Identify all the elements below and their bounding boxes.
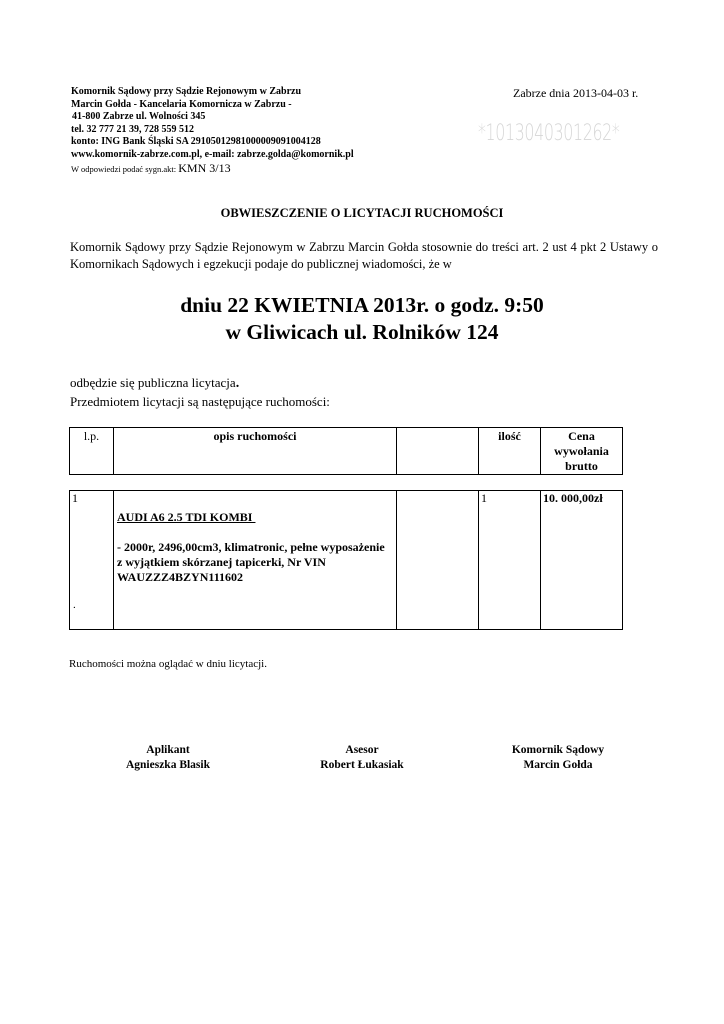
signature-name: Agnieszka Blasik bbox=[125, 759, 211, 771]
row-blank bbox=[397, 491, 479, 630]
row-lp-cell bbox=[70, 491, 114, 630]
intro-paragraph: Komornik Sądowy przy Sądzie Rejonowym w Zabrzu Marcin Gołda stosownie do treści art. 2 ust 4 pkt 2 Ustawy o Komornikach Sądowych i egzekucji podaje do publicznej wiadomości, że w bbox=[70, 240, 658, 271]
header-price bbox=[541, 428, 623, 475]
office-line: Marcin Gołda - Kancelaria Komornicza w Zabrzu - bbox=[71, 98, 292, 110]
auction-statement bbox=[70, 375, 239, 392]
office-phone: tel. 32 777 21 39, 728 559 512 bbox=[71, 123, 195, 135]
item-details: - 2000r, 2496,00cm3, klimatronic, pełne wyposażenie z wyjątkiem skórzanej tapicerki, Nr VIN WAUZZZ4BZYN111602 bbox=[117, 540, 385, 584]
row-lp: 1 bbox=[72, 491, 78, 505]
header-price-line: Cena bbox=[568, 429, 595, 443]
row-quantity: 1 bbox=[479, 491, 541, 630]
viewing-note: Ruchomości można oglądać w dniu licytacji. bbox=[69, 658, 267, 670]
header-quantity: ilość bbox=[479, 428, 541, 475]
auction-location: w Gliwicach ul. Rolników 124 bbox=[225, 320, 499, 344]
office-web-email: www.komornik-zabrze.com.pl, e-mail: zabrze.golda@komornik.pl bbox=[71, 148, 354, 160]
signature-name: Marcin Gołda bbox=[523, 759, 593, 771]
signature-name: Robert Łukasiak bbox=[320, 759, 404, 771]
auction-date: dniu 22 KWIETNIA 2013r. o godz. 9:50 bbox=[180, 293, 544, 317]
row-price: 10. 000,00zł bbox=[541, 491, 623, 630]
office-header bbox=[71, 86, 401, 175]
signature-asesor bbox=[262, 743, 462, 773]
table-row bbox=[70, 491, 623, 630]
header-price-line: wywołania bbox=[554, 444, 609, 458]
auction-statement-period: . bbox=[235, 376, 240, 391]
signature-role: Aplikant bbox=[146, 744, 190, 756]
office-line: Komornik Sądowy przy Sądzie Rejonowym w Zabrzu bbox=[71, 86, 302, 97]
header-blank bbox=[397, 428, 479, 475]
header-lp: l.p. bbox=[70, 428, 114, 475]
items-table bbox=[69, 490, 623, 630]
signature-aplikant bbox=[68, 743, 268, 773]
header-description: opis ruchomości bbox=[114, 428, 397, 475]
reference-number: KMN 3/13 bbox=[178, 160, 231, 175]
barcode-text: *1013040301262* bbox=[478, 121, 620, 146]
row-description bbox=[114, 491, 397, 630]
auction-statement-text: odbędzie się publiczna licytacja bbox=[70, 375, 236, 390]
office-bank-account: konto: ING Bank Śląski SA 29105012981000009091004128 bbox=[71, 136, 321, 148]
reference-prefix: W odpowiedzi podać sygn.akt: bbox=[71, 163, 177, 174]
signature-role: Komornik Sądowy bbox=[511, 744, 605, 756]
document-title: OBWIESZCZENIE O LICYTACJI RUCHOMOŚCI bbox=[220, 206, 504, 220]
office-address: 41-800 Zabrze ul. Wolności 345 bbox=[72, 111, 206, 123]
signature-komornik bbox=[458, 743, 658, 773]
reference-line bbox=[71, 162, 401, 176]
header-price-line: brutto bbox=[565, 459, 598, 473]
document-date: Zabrze dnia 2013-04-03 r. bbox=[513, 86, 639, 100]
row-trailing-mark: . bbox=[73, 599, 76, 611]
items-table-header bbox=[69, 427, 623, 475]
signature-role: Asesor bbox=[345, 744, 379, 756]
item-title: AUDI A6 2.5 TDI KOMBI bbox=[117, 510, 256, 524]
items-intro: Przedmiotem licytacji są następujące ruchomości: bbox=[70, 394, 330, 409]
